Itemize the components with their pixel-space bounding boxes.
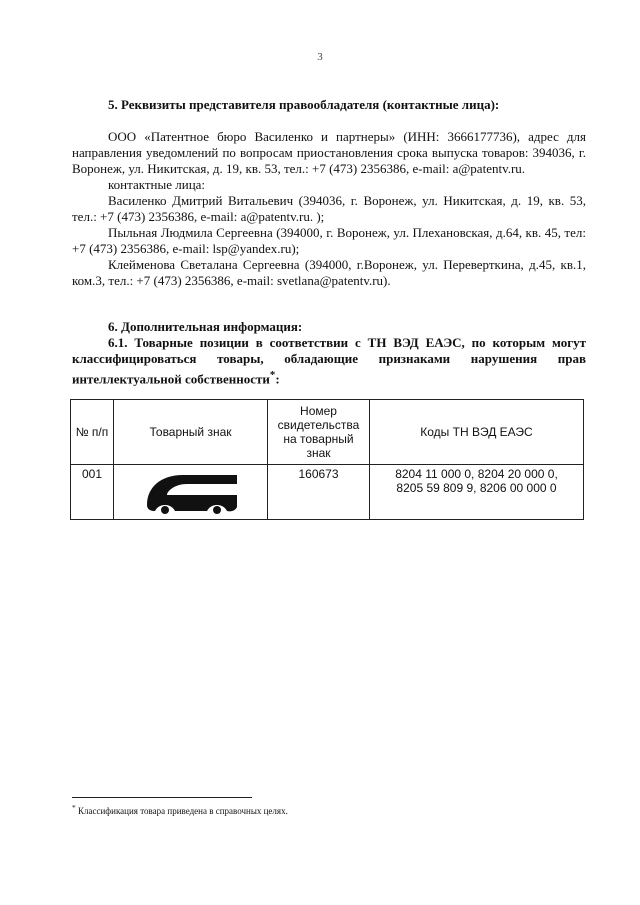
section6-subheading-text: 6.1. Товарные позиции в соответствии с ТН ВЭД ЕАЭС, по которым могут классифицироваться товары, обладающие признаками нарушения прав интеллектуальной собственности (72, 335, 586, 387)
cell-certificate: 160673 (268, 465, 370, 520)
section6-heading: 6. Дополнительная информация: (108, 319, 303, 334)
company-paragraph: ООО «Патентное бюро Василенко и партнеры» (ИНН: 3666177736), адрес для направления уведомлений по вопросам приостановления срока выпуска товаров: 394036, г. Воронеж, ул. Никитская, д. 19, кв. 53, тел.: +7 (473) 2356386, e-mail: a@patentv.ru. (72, 129, 586, 176)
header-certificate: Номер свидетельства на товарный знак (268, 400, 370, 465)
car-silhouette-logo-icon (143, 471, 239, 515)
codes-line: 8205 59 809 9, 8206 00 000 0 (396, 481, 557, 495)
contact-item: Клейменова Светалана Сергеевна (394000, г.Воронеж, ул. Переверткина, д.45, кв.1, ком.3, тел.: +7 (473) 2356386, e-mail: svetlana@patentv.ru). (72, 257, 586, 288)
footnote-mark: * (72, 803, 76, 812)
section5-heading: 5. Реквизиты представителя правообладателя (контактные лица): (108, 97, 500, 112)
codes-line: 8204 11 000 0, 8204 20 000 0, (395, 467, 558, 481)
section6-subheading (72, 335, 586, 387)
table-header-row (71, 400, 584, 465)
cell-codes (370, 465, 584, 520)
cell-number: 001 (71, 465, 114, 520)
section6 (72, 319, 586, 387)
header-codes: Коды ТН ВЭД ЕАЭС (370, 400, 584, 465)
goods-table (70, 399, 584, 520)
table-row (71, 465, 584, 520)
contact-item: Пыльная Людмила Сергеевна (394000, г. Воронеж, ул. Плехановская, д.64, кв. 45, тел: +7 (473) 2356386, e-mail: lsp@yandex.ru); (72, 225, 586, 256)
cell-trademark (114, 465, 268, 520)
footnote-text: Классификация товара приведена в справочных целях. (75, 806, 288, 816)
contact-item: Василенко Дмитрий Витальевич (394036, г. Воронеж, ул. Никитская, д. 19, кв. 53, тел.: +7 (473) 2356386, e-mail: a@patentv.ru. ); (72, 193, 586, 224)
page-number: 3 (317, 51, 323, 63)
section5 (72, 97, 586, 289)
header-number: № п/п (71, 400, 114, 465)
footnote (72, 803, 288, 816)
footnote-divider (72, 797, 252, 798)
header-trademark: Товарный знак (114, 400, 268, 465)
section6-subheading-end: : (275, 371, 280, 387)
contacts-label: контактные лица: (108, 177, 206, 192)
footnote-marker: * (269, 369, 276, 381)
